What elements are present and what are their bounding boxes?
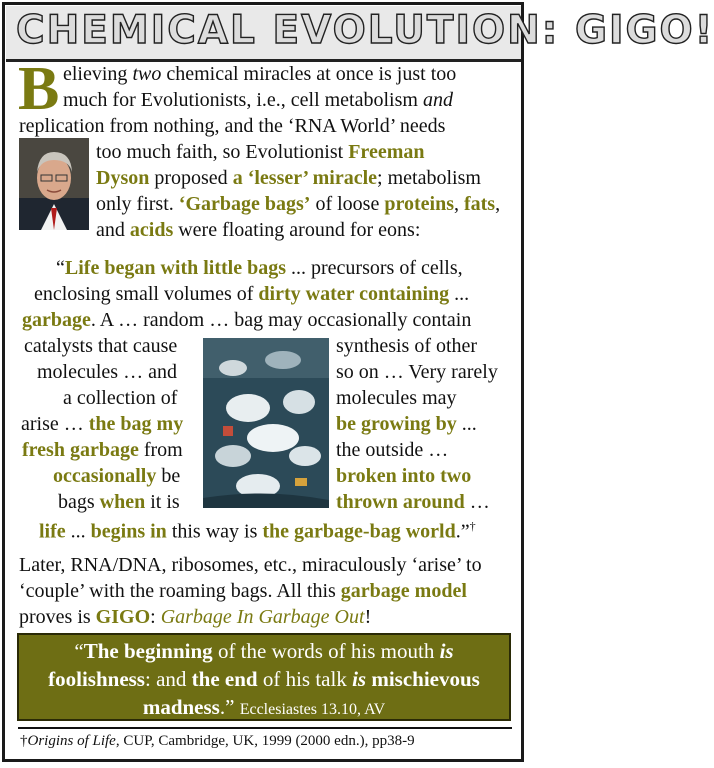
text-run: so on … Very rarely	[336, 361, 498, 383]
quote-left-line	[24, 334, 177, 360]
text-run: Origins of Life	[27, 733, 116, 749]
text-run: too much faith, so Evolutionist	[96, 141, 349, 163]
text-run: .”	[219, 695, 240, 719]
text-run: the end	[191, 667, 258, 691]
drop-cap: B	[18, 55, 60, 123]
text-run: this way is	[166, 520, 263, 543]
floating-garbage-bags-photo	[203, 338, 329, 508]
quote-right-line	[336, 412, 477, 438]
later-line	[19, 605, 371, 631]
text-run: begins in	[90, 520, 167, 543]
text-run: foolishness	[48, 667, 145, 691]
text-run: mischievous	[366, 667, 480, 691]
quote-right-line	[336, 334, 477, 360]
text-run: thrown around	[336, 491, 465, 513]
text-run: arise …	[21, 413, 89, 435]
text-run: fats	[463, 193, 496, 215]
text-run: proteins	[384, 193, 454, 215]
text-run: :	[150, 606, 161, 628]
text-run: the garbage-bag world	[262, 520, 456, 543]
text-run: molecules may	[336, 387, 457, 409]
text-run: life	[39, 520, 66, 543]
text-run: from	[138, 439, 183, 461]
text-run: The beginning	[83, 639, 213, 663]
text-run: ...	[65, 520, 91, 543]
intro-line	[96, 140, 425, 166]
text-run: it is	[145, 491, 180, 513]
text-run: two	[132, 63, 162, 85]
text-run: †	[469, 519, 476, 533]
text-run: molecules … and	[37, 361, 177, 383]
quote-left-line	[63, 386, 177, 412]
intro-line	[63, 62, 456, 88]
text-run: of loose	[310, 193, 385, 215]
text-run: a ‘lesser’ miracle	[232, 167, 378, 189]
text-run: ...	[449, 283, 470, 305]
later-line	[19, 579, 467, 605]
text-run: ,	[453, 193, 464, 215]
text-run: garbage model	[340, 580, 467, 602]
text-run: .”	[455, 520, 470, 543]
text-run: dirty water containing	[258, 283, 450, 305]
text-run: madness	[142, 695, 220, 719]
text-run: and	[96, 219, 130, 241]
text-run: is	[439, 639, 454, 663]
intro-line	[19, 114, 445, 140]
text-run: …	[464, 491, 490, 513]
footnote	[20, 733, 415, 750]
scripture-line	[19, 665, 509, 693]
quote-right-line	[336, 490, 490, 516]
text-run: chemical miracles at once is just too	[161, 63, 457, 85]
text-run: much for Evolutionists, i.e., cell metabolism	[63, 89, 423, 111]
quote-line	[39, 514, 476, 545]
scripture-line	[19, 693, 509, 724]
text-run: ,	[495, 193, 501, 215]
text-run: GIGO	[95, 606, 151, 628]
text-run: , CUP, Cambridge, UK, 1999 (2000 edn.), pp38-9	[115, 733, 415, 749]
title-banner	[6, 6, 714, 62]
quote-right-line	[336, 360, 498, 386]
text-run: broken into two	[336, 465, 472, 487]
quote-left-line	[22, 438, 183, 464]
text-run: of his talk	[257, 667, 353, 691]
quote-left-line	[37, 360, 177, 386]
text-run: acids	[129, 219, 174, 241]
text-run: the outside …	[336, 439, 449, 461]
text-run: proves is	[19, 606, 96, 628]
quote-right-line	[336, 464, 471, 490]
text-run: . A … random … bag may occasionally contain	[90, 309, 472, 331]
text-run: elieving	[63, 63, 133, 85]
scripture-quote-box	[17, 633, 511, 721]
text-run: !	[364, 606, 372, 628]
text-run: “	[74, 639, 84, 663]
text-run: a collection of	[63, 387, 178, 409]
text-run: ... precursors of cells,	[286, 257, 463, 279]
intro-line	[96, 192, 500, 218]
later-line	[19, 553, 482, 579]
text-run: ; metabolism	[377, 167, 481, 189]
quote-line	[34, 282, 469, 308]
quote-right-line	[336, 438, 448, 464]
text-run: “	[56, 257, 65, 279]
text-run: fresh garbage	[22, 439, 139, 461]
text-run: Freeman	[348, 141, 425, 163]
text-run: when	[99, 491, 146, 513]
intro-line	[63, 88, 453, 114]
text-run: Ecclesiastes 13.10, AV	[239, 701, 386, 718]
text-run: and	[422, 89, 453, 111]
text-run: replication from nothing, and the ‘RNA World’ needs	[19, 115, 446, 137]
footnote-divider	[18, 727, 512, 729]
text-run: Later, RNA/DNA, ribosomes, etc., miraculously ‘arise’ to	[19, 554, 482, 576]
quote-line	[22, 308, 471, 334]
text-run: proposed	[149, 167, 233, 189]
quote-right-line	[336, 386, 457, 412]
quote-left-line	[58, 490, 180, 516]
text-run: occasionally	[53, 465, 157, 487]
text-run: ‘couple’ with the roaming bags. All this	[19, 580, 341, 602]
scripture-line	[19, 637, 509, 665]
text-run: Garbage In Garbage Out	[160, 606, 365, 628]
text-run: be	[156, 465, 181, 487]
text-run: only first.	[96, 193, 179, 215]
freeman-dyson-photo	[19, 138, 89, 230]
quote-left-line	[53, 464, 180, 490]
text-run: †	[20, 733, 28, 749]
text-run: of the words of his mouth	[212, 639, 440, 663]
text-run: garbage	[22, 309, 91, 331]
text-run: ...	[456, 413, 477, 435]
text-run: synthesis of other	[336, 335, 478, 357]
intro-line	[96, 166, 481, 192]
text-run: catalysts that cause	[24, 335, 178, 357]
quote-line	[56, 256, 463, 282]
text-run: the bag my	[88, 413, 184, 435]
text-run: be growing by	[336, 413, 457, 435]
text-run: bags	[58, 491, 100, 513]
page-title: CHEMICAL EVOLUTION: GIGO!	[16, 8, 714, 53]
text-run: ‘Garbage bags’	[178, 193, 311, 215]
intro-line	[96, 218, 420, 244]
text-run: Dyson	[96, 167, 150, 189]
text-run: is	[352, 667, 367, 691]
text-run: Life began with little bags	[64, 257, 287, 279]
text-run: enclosing small volumes of	[34, 283, 259, 305]
quote-left-line	[21, 412, 183, 438]
text-run: were floating around for eons:	[173, 219, 421, 241]
text-run: : and	[144, 667, 192, 691]
